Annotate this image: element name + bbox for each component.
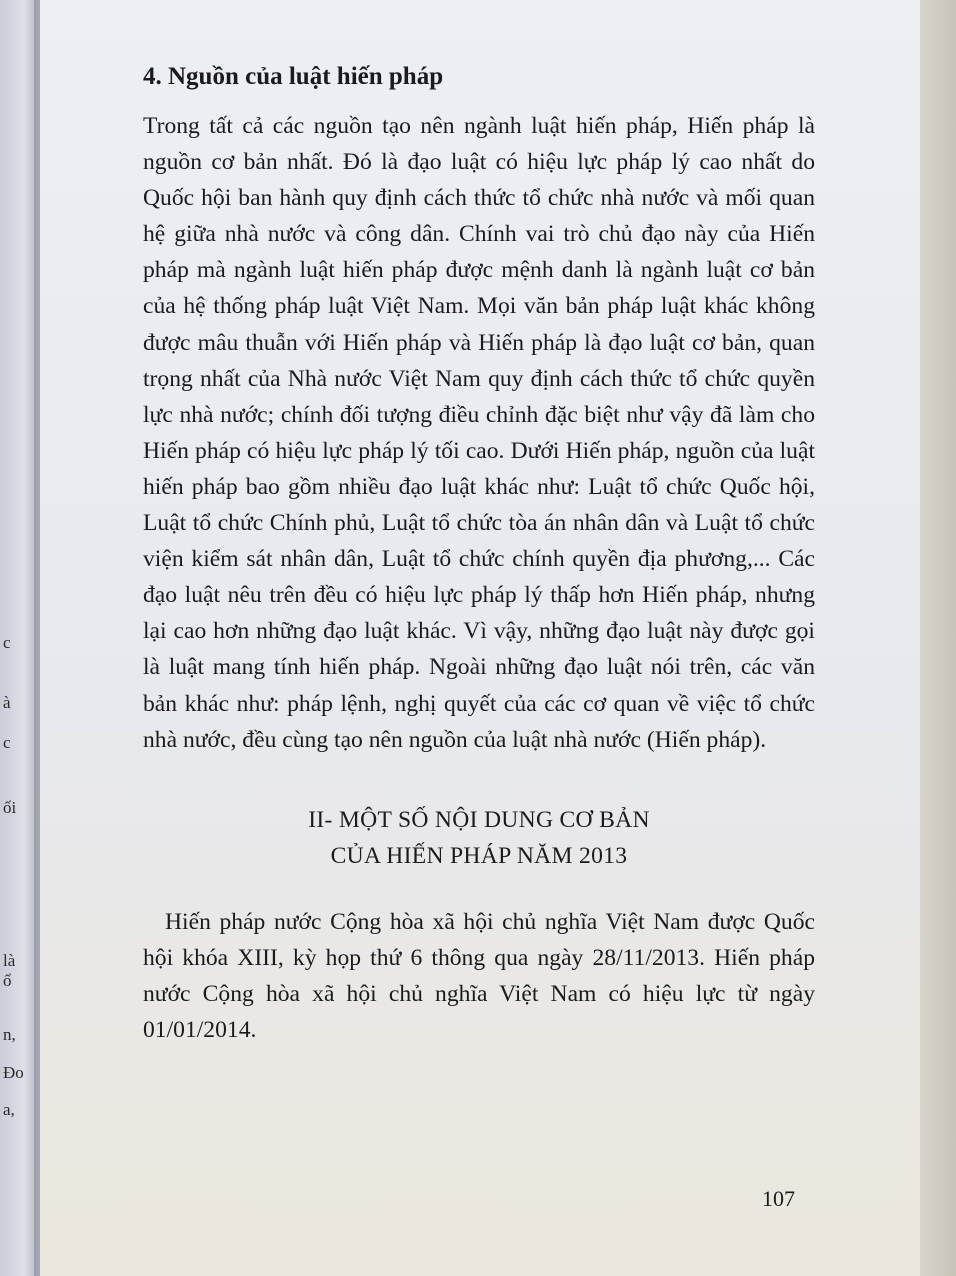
section-paragraph: Trong tất cả các nguồn tạo nên ngành luật hiến pháp, Hiến pháp là nguồn cơ bản nhất. Đó là đạo luật có hiệu lực pháp lý cao nhất do Quốc hội ban hành quy định cách thức tổ chức nhà nước và mối quan hệ giữa nhà nước và công dân. Chính vai trò chủ đạo này của Hiến pháp mà ngành luật hiến pháp được mệnh danh là ngành luật cơ bản của hệ thống pháp luật Việt Nam. Mọi văn bản pháp luật khác không được mâu thuẫn với Hiến pháp và Hiến pháp là đạo luật cơ bản, quan trọng nhất của Nhà nước Việt Nam quy định cách thức tổ chức quyền lực nhà nước; chính đối tượng điều chỉnh đặc biệt như vậy đã làm cho Hiến pháp có hiệu lực pháp lý tối cao. Dưới Hiến pháp, nguồn của luật hiến pháp bao gồm nhiều đạo luật khác như: Luật tổ chức Quốc hội, Luật tổ chức Chính phủ, Luật tổ chức tòa án nhân dân và Luật tổ chức viện kiểm sát nhân dân, Luật tổ chức chính quyền địa phương,... Các đạo luật nêu trên đều có hiệu lực pháp lý thấp hơn Hiến pháp, nhưng lại cao hơn những đạo luật khác. Vì vậy, những đạo luật này được gọi là luật mang tính hiến pháp. Ngoài những đạo luật nói trên, các văn bản khác như: pháp lệnh, nghị quyết của các cơ quan về việc tổ chức nhà nước, đều cùng tạo nên nguồn của luật nhà nước (Hiến pháp). [143,113,815,753]
left-page-fragment: c [3,733,11,752]
left-page-fragment: ối [3,798,17,817]
page-number: 107 [762,1186,795,1211]
left-page-fragment: à [3,693,11,712]
chapter-title-line: II- MỘT SỐ NỘI DUNG CƠ BẢN [308,806,650,833]
right-page-edge [920,0,956,1276]
left-page-edge [0,0,34,1276]
chapter-title [143,802,815,874]
left-page-fragment: Đo [3,1063,24,1082]
page-content [143,60,815,1048]
chapter-paragraph: Hiến pháp nước Cộng hòa xã hội chủ nghĩa Việt Nam được Quốc hội khóa XIII, kỳ họp thứ 6 thông qua ngày 28/11/2013. Hiến pháp nước Cộng hòa xã hội chủ nghĩa Việt Nam có hiệu lực từ ngày 01/01/2014. [143,908,815,1043]
left-page-fragment: a, [3,1100,15,1119]
left-page-fragment: n, [3,1025,16,1044]
left-page-fragment: là [3,951,16,970]
chapter-title-line: CỦA HIẾN PHÁP NĂM 2013 [330,842,628,869]
left-page-fragment: ổ [3,971,12,990]
section-heading: 4. Nguồn của luật hiến pháp [143,63,444,90]
left-page-fragment: c [3,633,11,652]
